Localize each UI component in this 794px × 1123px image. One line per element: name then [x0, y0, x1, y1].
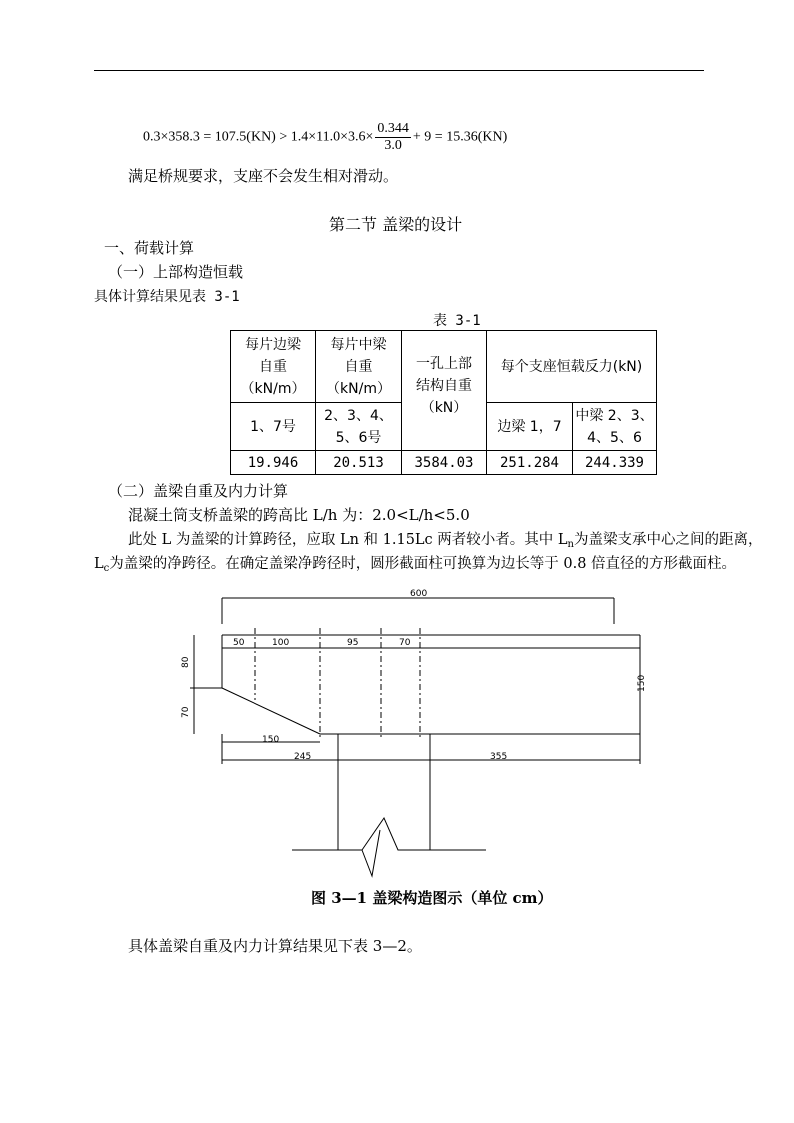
- dim-label-70-height: 70: [181, 706, 191, 718]
- value-middle-reaction: 244.339: [573, 451, 657, 475]
- text-part: 此处 L 为盖梁的计算跨径，应取 Ln 和 1.15Lc 两者较小者。其中 L: [128, 532, 568, 548]
- formula-right: + 9 = 15.36(KN): [412, 129, 508, 145]
- header-line: 每片边梁: [245, 336, 301, 353]
- value-middle-beam-weight: 20.513: [316, 451, 402, 475]
- fraction-numerator: 0.344: [377, 121, 409, 136]
- drawing-lines: [190, 598, 640, 876]
- table-caption: 表 3-1: [433, 313, 481, 329]
- break-line: [362, 818, 486, 850]
- dim-label-245: 245: [294, 752, 312, 762]
- dim-label-70: 70: [399, 638, 411, 648]
- closing-text: 具体盖梁自重及内力计算结果见下表 3—2。: [128, 937, 422, 955]
- header-line: 自重: [344, 358, 373, 375]
- beam-tapered-edge: [222, 688, 320, 734]
- value-side-reaction: 251.284: [487, 451, 573, 475]
- header-line: 每片中梁: [330, 336, 387, 353]
- dim-label-95: 95: [347, 638, 359, 648]
- dim-label-150-height: 150: [637, 674, 647, 692]
- value-span-weight: 3584.03: [402, 451, 487, 475]
- header-line: 自重: [259, 358, 287, 375]
- heading-superstructure-dead-load: （一）上部构造恒载: [108, 263, 244, 281]
- dim-label-80: 80: [181, 656, 191, 668]
- dim-label-600: 600: [410, 589, 428, 599]
- header-line: （kN）: [420, 400, 468, 416]
- dim-label-50: 50: [233, 638, 245, 648]
- cell-line: 5、6号: [335, 429, 382, 446]
- text-part: 为盖梁的净跨径。在确定盖梁净跨径时，圆形截面柱可换算为边长等于 0.8 倍直径的方形截面柱。: [109, 556, 737, 572]
- dim-label-150: 150: [262, 735, 280, 745]
- subscript: c: [103, 563, 110, 574]
- dim-label-355: 355: [490, 752, 508, 762]
- header-bearing-reaction: 每个支座恒载反力(kN): [487, 331, 657, 403]
- dim-label-100: 100: [272, 638, 290, 648]
- figure-caption: 图 3—1 盖梁构造图示（单位 cm）: [311, 889, 553, 907]
- text-part: L: [94, 556, 104, 572]
- conclusion-text: 满足桥规要求，支座不会发生相对滑动。: [128, 167, 399, 185]
- heading-cap-beam-calc: （二）盖梁自重及内力计算: [108, 482, 289, 500]
- text-part: 为盖梁支承中心之间的距离，: [573, 532, 763, 548]
- section-title: 第二节 盖梁的设计: [329, 215, 463, 234]
- fraction-denominator: 3.0: [384, 138, 402, 153]
- cell-line: 2、3、4、: [324, 407, 393, 424]
- header-line: （kN/m）: [326, 380, 391, 397]
- drawing-labels: [181, 589, 647, 762]
- cell-line: 4、5、6: [587, 429, 642, 446]
- header-line: 一孔上部: [416, 356, 472, 372]
- span-ratio-text: 混凝土筒支桥盖梁的跨高比 L/h 为：2.0<L/h<5.0: [128, 506, 470, 524]
- heading-load-calc: 一、荷载计算: [104, 239, 195, 257]
- subscript: n: [567, 539, 574, 550]
- header-line: （kN/m）: [240, 380, 306, 397]
- cell-side-beam-reaction-label: 边梁 1，7: [487, 403, 573, 451]
- cell-side-beam-no: 1、7号: [231, 403, 316, 451]
- cell-line: 中梁 2、3、: [575, 407, 654, 424]
- intro-table-text: 具体计算结果见表 3-1: [94, 289, 240, 305]
- value-side-beam-weight: 19.946: [231, 451, 316, 475]
- header-line: 结构自重: [416, 378, 472, 394]
- formula-left: 0.3×358.3 = 107.5(KN) > 1.4×11.0×3.6×: [143, 129, 374, 145]
